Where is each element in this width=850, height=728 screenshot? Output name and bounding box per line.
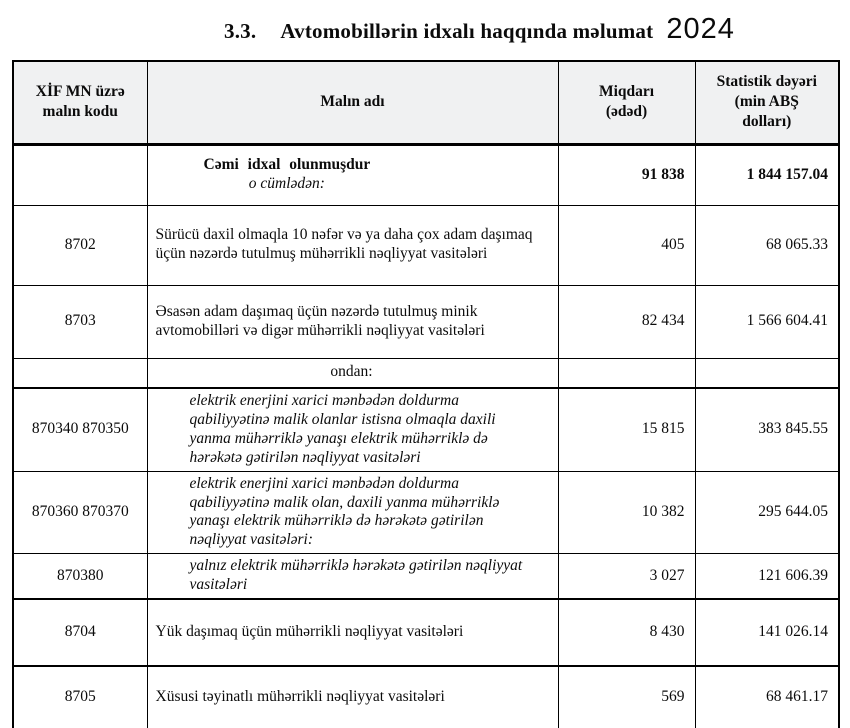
header-value-line3: dolları) — [742, 113, 792, 131]
value-cell: 68 461.17 — [695, 666, 839, 728]
value-cell — [695, 358, 839, 388]
title-year: 2024 — [666, 13, 735, 45]
table-row-870340-870350 — [13, 388, 839, 471]
quantity-cell: 10 382 — [558, 471, 695, 554]
quantity-cell: 405 — [558, 205, 695, 285]
imports-table — [12, 60, 840, 728]
table-row-8702 — [13, 205, 839, 285]
table-row-8705 — [13, 666, 839, 728]
header-qty-line1: Miqdarı — [598, 83, 655, 101]
code-cell: 8705 — [13, 666, 147, 728]
code-cell: 8704 — [13, 599, 147, 666]
header-value — [695, 61, 839, 144]
table-row-total — [13, 144, 839, 205]
value-cell: 295 644.05 — [695, 471, 839, 554]
page-title — [224, 13, 850, 46]
name-cell: elektrik enerjini xarici mənbədən doldurma qabiliyyətinə malik olan, daxili yanma mühərriklə yanaşı elektrik mühərriklə də hərəkətə gətirilən nəqliyyat vasitələri: — [147, 471, 558, 554]
name-cell: yalnız elektrik mühərriklə hərəkətə gətirilən nəqliyyat vasitələri — [147, 554, 558, 599]
code-cell — [13, 144, 147, 205]
header-name: Malın adı — [147, 61, 558, 144]
quantity-cell: 91 838 — [558, 144, 695, 205]
total-block — [204, 156, 371, 194]
header-value-line1: Statistik dəyəri — [716, 73, 817, 91]
name-cell: Xüsusi təyinatlı mühərrikli nəqliyyat vasitələri — [147, 666, 558, 728]
table-row-ondan — [13, 358, 839, 388]
header-code — [13, 61, 147, 144]
code-cell: 870360 870370 — [13, 471, 147, 554]
name-cell: Sürücü daxil olmaqla 10 nəfər və ya daha çox adam daşımaq üçün nəzərdə tutulmuş mühərrikli nəqliyyat vasitələri — [147, 205, 558, 285]
value-cell: 1 566 604.41 — [695, 285, 839, 358]
quantity-cell: 569 — [558, 666, 695, 728]
code-cell: 8702 — [13, 205, 147, 285]
quantity-cell: 82 434 — [558, 285, 695, 358]
name-cell: Əsasən adam daşımaq üçün nəzərdə tutulmuş minik avtomobilləri və digər mühərrikli nəqliyyat vasitələri — [147, 285, 558, 358]
header-quantity — [558, 61, 695, 144]
quantity-cell: 15 815 — [558, 388, 695, 471]
value-cell: 383 845.55 — [695, 388, 839, 471]
total-sublabel: o cümlədən: — [248, 175, 325, 192]
total-label: Cəmi idxal olunmuşdur — [203, 156, 371, 174]
header-value-line2: (min ABŞ — [734, 93, 799, 111]
title-section-number: 3.3. — [224, 19, 257, 43]
header-row — [13, 61, 839, 144]
title-text: Avtomobillərin idxalı haqqında məlumat — [280, 19, 654, 43]
code-cell: 8703 — [13, 285, 147, 358]
quantity-cell: 3 027 — [558, 554, 695, 599]
header-code-line2: malın kodu — [42, 103, 118, 121]
table-header — [13, 61, 839, 144]
code-cell — [13, 358, 147, 388]
table-row-870360-870370 — [13, 471, 839, 554]
value-cell: 1 844 157.04 — [695, 144, 839, 205]
header-qty-line2: (ədəd) — [605, 103, 648, 121]
table-row-8704 — [13, 599, 839, 666]
table-row-8703 — [13, 285, 839, 358]
value-cell: 68 065.33 — [695, 205, 839, 285]
table-row-870380 — [13, 554, 839, 599]
code-cell: 870380 — [13, 554, 147, 599]
document-page — [0, 13, 850, 728]
value-cell: 141 026.14 — [695, 599, 839, 666]
quantity-cell — [558, 358, 695, 388]
quantity-cell: 8 430 — [558, 599, 695, 666]
name-cell: elektrik enerjini xarici mənbədən doldurma qabiliyyətinə malik olanlar istisna olmaqla daxili yanma mühərriklə yanaşı elektrik mühərriklə də hərəkətə gətirilən nəqliyyat vasitələri — [147, 388, 558, 471]
table-body — [13, 144, 839, 728]
name-cell: Yük daşımaq üçün mühərrikli nəqliyyat vasitələri — [147, 599, 558, 666]
code-cell: 870340 870350 — [13, 388, 147, 471]
name-cell — [147, 144, 558, 205]
name-cell: ondan: — [147, 358, 558, 388]
header-code-line1: XİF MN üzrə — [35, 83, 125, 101]
value-cell: 121 606.39 — [695, 554, 839, 599]
